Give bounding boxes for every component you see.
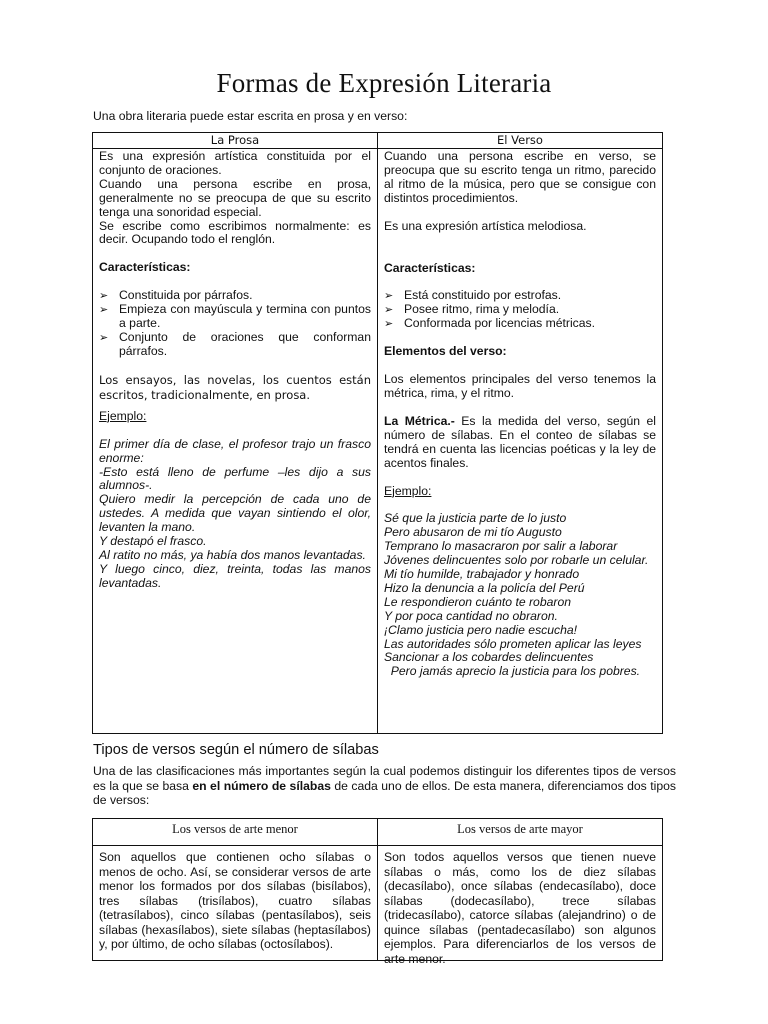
arrow-bullet-icon: ➢ — [99, 289, 109, 303]
arte-mayor-header: Los versos de arte mayor — [378, 819, 663, 846]
ejemplo-line: Y por poca cantidad no obraron. — [384, 608, 558, 623]
arrow-bullet-icon: ➢ — [99, 330, 109, 344]
verso-p2: Es una expresión artística melodiosa. — [384, 218, 587, 233]
ejemplo-line: Sé que la justicia parte de lo justo — [384, 511, 567, 526]
verso-ejemplo — [384, 512, 656, 679]
arte-menor-header: Los versos de arte menor — [93, 819, 378, 846]
ejemplo-line: Le respondieron cuánto te robaron — [384, 594, 572, 609]
ejemplo-line: Al ratito no más, ya había dos manos levantadas. — [99, 547, 366, 562]
verso-caracteristicas-title: Características: — [384, 260, 476, 275]
arte-mayor-text: Son todos aquellos versos que tienen nueve sílabas o más, como los de diez sílabas (decasílabo), once sílabas (endecasílabo), doce sílabas (dodecasílabo), trece sílabas (tridecasílabo), catorce sílabas (alejandrino) o de quince sílabas (pentadecasílabo) son algunos ejemplos. Para diferenciarlos de los versos de arte menor. — [384, 850, 656, 966]
ejemplo-line: -Esto está lleno de perfume –les dijo a sus alumnos-. — [99, 464, 371, 493]
verso-caracteristicas-list — [384, 289, 656, 331]
ejemplo-line: El primer día de clase, el profesor trajo un frasco enorme: — [99, 436, 371, 465]
bold-phrase: en el número de sílabas — [192, 778, 331, 793]
prosa-cell — [93, 149, 378, 734]
prosa-p2: Cuando una persona escribe en prosa, generalmente no se preocupa de que su escrito tenga una sonoridad especial. — [99, 176, 371, 219]
metrica-text: Es la medida del verso, según el número de sílabas. En el conteo de sílabas se tendrá en cuenta las licencias poéticas y la ley de acentos finales. — [384, 413, 656, 470]
arte-mayor-cell — [378, 846, 663, 966]
arrow-bullet-icon: ➢ — [384, 289, 394, 303]
prosa-caracteristicas-title: Características: — [99, 260, 191, 275]
section-paragraph: Una de las clasificaciones más importantes según la cual podemos distinguir los diferentes tipos de versos es la que se basa en el número de sílabas de cada uno de ellos. De esta manera, diferenciamos dos tipos de versos: — [93, 764, 676, 807]
prosa-caracteristicas-list — [99, 289, 371, 359]
page-title: Formas de Expresión Literaria — [216, 68, 552, 98]
ejemplo-line: Temprano lo masacraron por salir a laborar — [384, 539, 618, 554]
prosa-p1: Es una expresión artística constituida por el conjunto de oraciones. — [99, 149, 371, 177]
ejemplo-line: Hizo la denuncia a la policía del Perú — [384, 580, 585, 595]
ejemplo-line: Y destapó el frasco. — [99, 534, 207, 549]
ejemplo-line: Sancionar a los cobardes delincuentes — [384, 650, 594, 665]
prosa-ejemplo — [99, 438, 371, 591]
list-item: ➢ Conjunto de oraciones que conforman párrafos. — [99, 329, 371, 358]
ejemplo-line: Las autoridades sólo prometen aplicar las leyes — [384, 636, 642, 651]
arrow-bullet-icon: ➢ — [384, 317, 394, 331]
ejemplo-line: Mi tío humilde, trabajador y honrado — [384, 567, 580, 582]
intro-text: Una obra literaria puede estar escrita en prosa y en verso: — [93, 109, 408, 123]
ejemplo-line: ¡Clamo justicia pero nadie escucha! — [384, 622, 578, 637]
ejemplo-line: Quiero medir la percepción de cada uno de ustedes. A medida que vayan sintiendo el olor, levanten la mano. — [99, 492, 371, 535]
verso-ejemplo-title: Ejemplo: — [384, 483, 432, 498]
prosa-ensayos: Los ensayos, las novelas, los cuentos están escritos, tradicionalmente, en prosa. — [99, 372, 371, 402]
ejemplo-line: Y luego cinco, diez, treinta, todas las manos levantadas. — [99, 561, 371, 590]
verso-elementos-title: Elementos del verso: — [384, 344, 507, 359]
ejemplo-line: Pero abusaron de mi tío Augusto — [384, 525, 562, 540]
prosa-p3: Se escribe como escribimos normalmente: es decir. Ocupando todo el renglón. — [99, 218, 371, 247]
list-item: ➢ Empieza con mayúscula y termina con puntos a parte. — [99, 302, 371, 331]
arrow-bullet-icon: ➢ — [99, 303, 109, 317]
prosa-verso-table — [92, 132, 663, 734]
ejemplo-line: Jóvenes delincuentes solo por robarle un celular. — [384, 553, 649, 568]
section-title: Tipos de versos según el número de sílabas — [93, 742, 379, 758]
list-item: ➢ Posee ritmo, rima y melodía. — [384, 302, 560, 317]
verso-elementos: Los elementos principales del verso tenemos la métrica, rima, y el ritmo. — [384, 372, 656, 400]
list-item: ➢ Conformada por licencias métricas. — [384, 316, 596, 331]
arrow-bullet-icon: ➢ — [384, 303, 394, 317]
prosa-ejemplo-title: Ejemplo: — [99, 408, 147, 423]
metrica-label: La Métrica.- — [384, 413, 455, 428]
verso-p1: Cuando una persona escribe en verso, se preocupa que su escrito tenga un ritmo, parecido al ritmo de la música, pero que se consigue con distintos procedimientos. — [384, 149, 656, 205]
arte-menor-cell — [93, 846, 378, 961]
verso-cell — [378, 149, 663, 734]
ejemplo-line: Pero jamás aprecio la justicia para los pobres. — [384, 664, 641, 679]
arte-table — [92, 818, 663, 966]
list-item: ➢ Constituida por párrafos. — [99, 288, 253, 303]
list-item: ➢ Está constituido por estrofas. — [384, 288, 562, 303]
arte-menor-text: Son aquellos que contienen ocho sílabas o menos de ocho. Así, se considerar versos de arte menor los formados por dos sílabas (bisílabos), tres sílabas (trisílabos), cuatro sílabas (tetrasílabos), cinco sílabas (pentasílabos), seis sílabas (hexasílabos), siete sílabas (heptasílabos) y, por último, de ocho sílabas (octosílabos). — [99, 850, 371, 951]
prosa-header: La Prosa — [93, 133, 378, 149]
verso-metrica — [384, 415, 656, 471]
verso-header: El Verso — [378, 133, 663, 149]
